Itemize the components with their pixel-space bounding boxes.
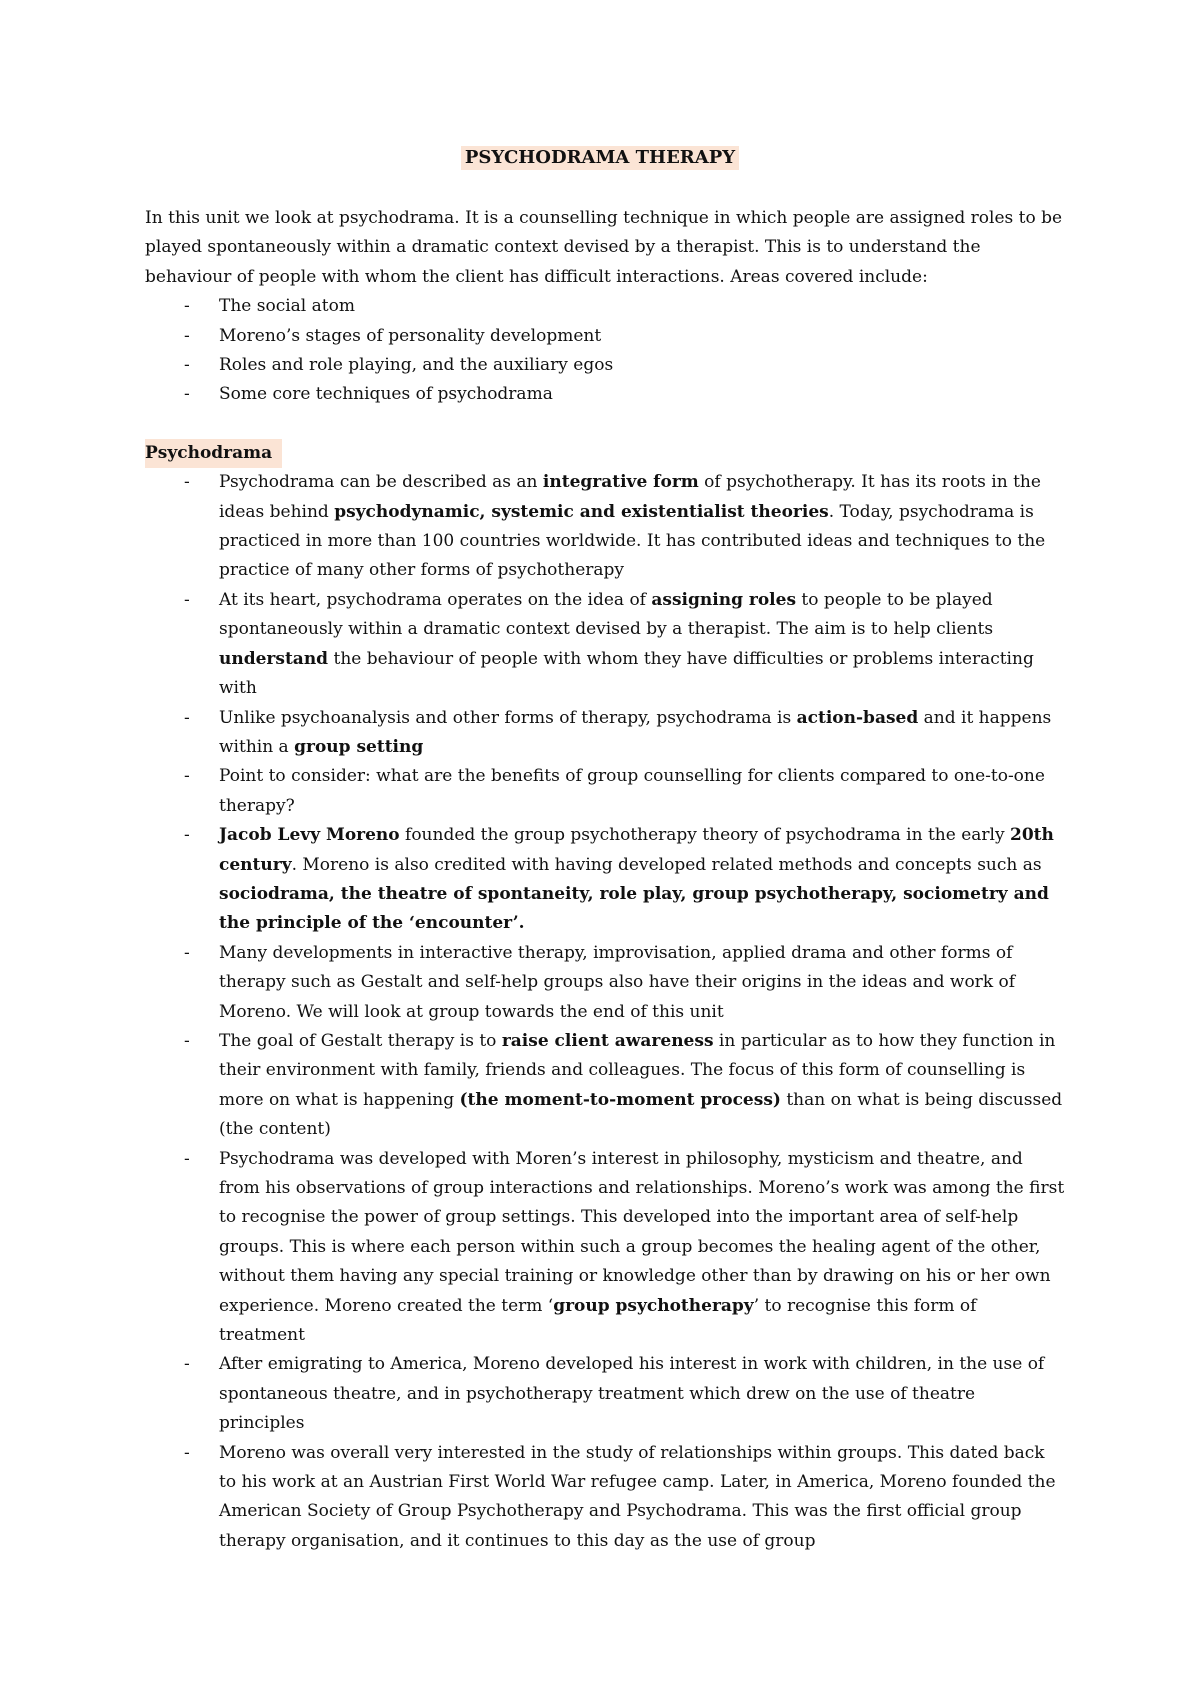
bullet-bold: group psychotherapy (553, 1295, 754, 1316)
list-item (145, 380, 1065, 409)
bullet-text: in particular as to how they function in their environment with family, friends and colleagues. The focus of this form of counselling is more on what is happening (219, 1030, 1056, 1110)
areas-list (145, 292, 1065, 410)
dash-marker: - (184, 589, 190, 610)
dash-marker: - (184, 766, 190, 787)
bullet-bold: action-based (796, 707, 919, 728)
list-item (145, 351, 1065, 380)
bullet-text: Many developments in interactive therapy, improvisation, applied drama and other forms of therapy such as Gestalt and self-help groups also have their origins in the ideas and work of Moreno. We will look at group towards the end of this unit (219, 942, 1016, 1022)
bullet-text: Psychodrama can be described as an (219, 472, 543, 493)
dash-marker: - (184, 1148, 190, 1169)
list-item (145, 704, 1065, 763)
bullet-text: the behaviour of people with whom they have difficulties or problems interacting with (219, 648, 1034, 699)
dash-marker: - (184, 1442, 190, 1463)
bullet-text: Point to consider: what are the benefits of group counselling for clients compared to one-to-one therapy? (219, 766, 1045, 816)
bullet-text: Psychodrama was developed with Moren’s interest in philosophy, mysticism and theatre, and from his observations of group interactions and relationships. Moreno’s work was among the first to recognise the power of group settings. This developed into the important area of self-help groups. This is where each person within such a group becomes the healing agent of the other, without them having any special training or knowledge other than by drawing on his or her own experience. Moreno created the term ‘ (219, 1148, 1065, 1316)
area-text: Roles and role playing, and the auxiliary egos (219, 355, 614, 376)
document-title: PSYCHODRAMA THERAPY (461, 146, 739, 170)
bullet-bold: Jacob Levy Moreno (219, 825, 400, 846)
bullet-bold: understand (219, 648, 329, 669)
list-item (145, 821, 1065, 939)
dash-marker: - (184, 384, 190, 405)
list-item (145, 1027, 1065, 1145)
bullet-text: After emigrating to America, Moreno developed his interest in work with children, in the use of spontaneous theatre, and in psychotherapy treatment which drew on the use of theatre principles (219, 1354, 1045, 1434)
bullet-text: than on what is being discussed (the content) (219, 1089, 1063, 1140)
list-item (145, 762, 1065, 821)
bullet-bold: sociodrama, the theatre of spontaneity, role play, group psychotherapy, sociometry and the principle of the ‘encounter’. (219, 883, 1049, 934)
list-item (145, 1439, 1065, 1557)
bullet-text: . Today, psychodrama is practiced in more than 100 countries worldwide. It has contributed ideas and techniques to the practice of many other forms of psychotherapy (219, 501, 1046, 581)
list-item (145, 292, 1065, 321)
section-heading: Psychodrama (145, 439, 282, 468)
bullet-text: The goal of Gestalt therapy is to (219, 1030, 502, 1051)
bullet-text: Unlike psychoanalysis and other forms of therapy, psychodrama is (219, 707, 797, 728)
dash-marker: - (184, 707, 190, 728)
title-wrap (0, 146, 1200, 170)
dash-marker: - (184, 825, 190, 846)
dash-marker: - (184, 1354, 190, 1375)
bullet-bold: psychodynamic, systemic and existentialist theories (334, 501, 829, 522)
list-item (145, 586, 1065, 704)
list-item (145, 322, 1065, 351)
bullet-bold: (the moment-to-moment process) (459, 1089, 781, 1110)
bullet-text: Moreno was overall very interested in the study of relationships within groups. This dated back to his work at an Austrian First World War refugee camp. Later, in America, Moreno founded the American Society of Group Psychotherapy and Psychodrama. This was the first official group therapy organisation, and it continues to this day as the use of group (219, 1442, 1056, 1551)
bullet-text: founded the group psychotherapy theory of psychodrama in the early (399, 825, 1010, 846)
bullet-bold: 20th century (219, 825, 1054, 875)
document-body (145, 204, 1065, 1556)
bullet-text: At its heart, psychodrama operates on the idea of (219, 589, 652, 610)
list-item (145, 1350, 1065, 1438)
section-heading-wrap (145, 410, 1065, 468)
intro-paragraph: In this unit we look at psychodrama. It is a counselling technique in which people are assigned roles to be played spontaneously within a dramatic context devised by a therapist. This is to understand the behaviour of people with whom the client has difficult interactions. Areas covered include: (145, 208, 1063, 287)
list-item (145, 468, 1065, 586)
dash-marker: - (184, 1030, 190, 1051)
dash-marker: - (184, 325, 190, 346)
dash-marker: - (184, 296, 190, 317)
bullet-text: to people to be played spontaneously within a dramatic context devised by a therapist. The aim is to help clients (219, 589, 994, 640)
area-text: Moreno’s stages of personality development (219, 325, 602, 346)
bullet-text: ’ to recognise this form of treatment (219, 1295, 977, 1346)
psychodrama-bullets (145, 468, 1065, 1556)
bullet-bold: integrative form (542, 472, 699, 493)
list-item (145, 939, 1065, 1027)
dash-marker: - (184, 355, 190, 376)
bullet-text: . Moreno is also credited with having developed related methods and concepts such as (291, 854, 1042, 875)
list-item (145, 1145, 1065, 1351)
area-text: Some core techniques of psychodrama (219, 384, 553, 405)
bullet-text: and it happens within a (219, 707, 1052, 757)
bullet-bold: raise client awareness (501, 1030, 714, 1051)
dash-marker: - (184, 472, 190, 493)
bullet-text: of psychotherapy. It has its roots in the ideas behind (219, 472, 1041, 522)
dash-marker: - (184, 942, 190, 963)
bullet-bold: group setting (294, 736, 424, 757)
bullet-bold: assigning roles (651, 589, 797, 610)
area-text: The social atom (219, 296, 355, 317)
